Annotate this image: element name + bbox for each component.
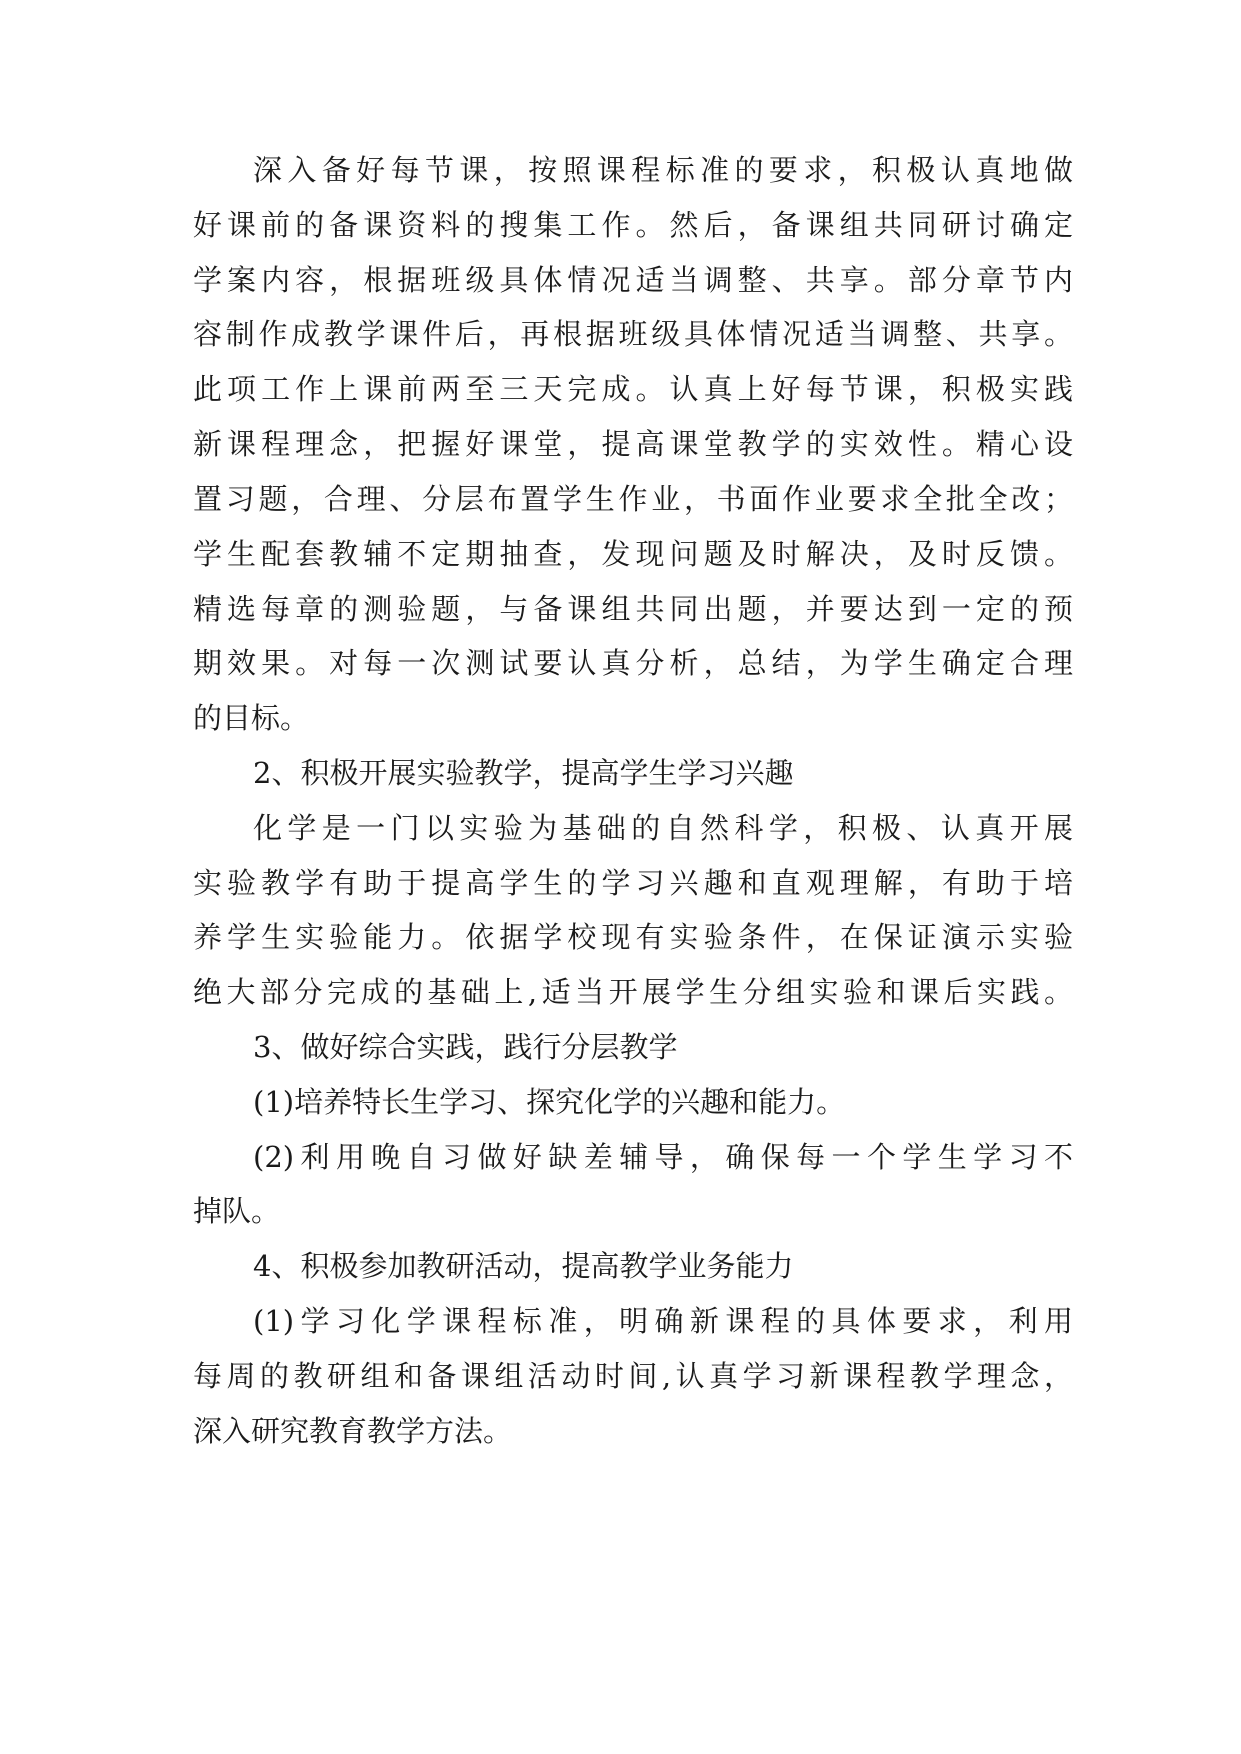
paragraph-line: 容制作成教学课件后，再根据班级具体情况适当调整、共享。 (193, 317, 1073, 351)
paragraph-line: 掉队。 (193, 1194, 281, 1228)
section-heading: 3、做好综合实践，践行分层教学 (253, 1030, 678, 1064)
list-item: (2)利用晚自习做好缺差辅导，确保每一个学生学习不 (253, 1140, 1073, 1174)
paragraph-line: 学生配套教辅不定期抽查，发现问题及时解决，及时反馈。 (193, 537, 1073, 571)
section-heading: 4、积极参加教研活动，提高教学业务能力 (253, 1249, 794, 1283)
paragraph-line: 此项工作上课前两至三天完成。认真上好每节课，积极实践 (193, 372, 1073, 406)
paragraph-line: 好课前的备课资料的搜集工作。然后，备课组共同研讨确定 (193, 208, 1073, 242)
paragraph-line: 的目标。 (193, 701, 310, 735)
paragraph-line: 化学是一门以实验为基础的自然科学，积极、认真开展 (253, 811, 1073, 845)
paragraph-line: 期效果。对每一次测试要认真分析，总结，为学生确定合理 (193, 646, 1073, 680)
paragraph-line: 置习题，合理、分层布置学生作业，书面作业要求全批全改； (193, 482, 1073, 516)
paragraph-line: 实验教学有助于提高学生的学习兴趣和直观理解，有助于培 (193, 866, 1073, 900)
paragraph-line: 深入研究教育教学方法。 (193, 1414, 513, 1448)
paragraph-line: 精选每章的测验题，与备课组共同出题，并要达到一定的预 (193, 592, 1073, 626)
paragraph-line: 深入备好每节课，按照课程标准的要求，积极认真地做 (253, 153, 1073, 187)
paragraph-line: 学案内容，根据班级具体情况适当调整、共享。部分章节内 (193, 263, 1073, 297)
paragraph-line: 养学生实验能力。依据学校现有实验条件，在保证演示实验 (193, 920, 1073, 954)
paragraph-line: 绝大部分完成的基础上,适当开展学生分组实验和课后实践。 (193, 975, 1073, 1009)
paragraph-line: 新课程理念，把握好课堂，提高课堂教学的实效性。精心设 (193, 427, 1073, 461)
section-heading: 2、积极开展实验教学，提高学生学习兴趣 (253, 756, 794, 790)
list-item: (1)学习化学课程标准，明确新课程的具体要求，利用 (253, 1304, 1073, 1338)
paragraph-line: 每周的教研组和备课组活动时间,认真学习新课程教学理念， (193, 1359, 1073, 1393)
list-item: (1)培养特长生学习、探究化学的兴趣和能力。 (253, 1085, 846, 1119)
